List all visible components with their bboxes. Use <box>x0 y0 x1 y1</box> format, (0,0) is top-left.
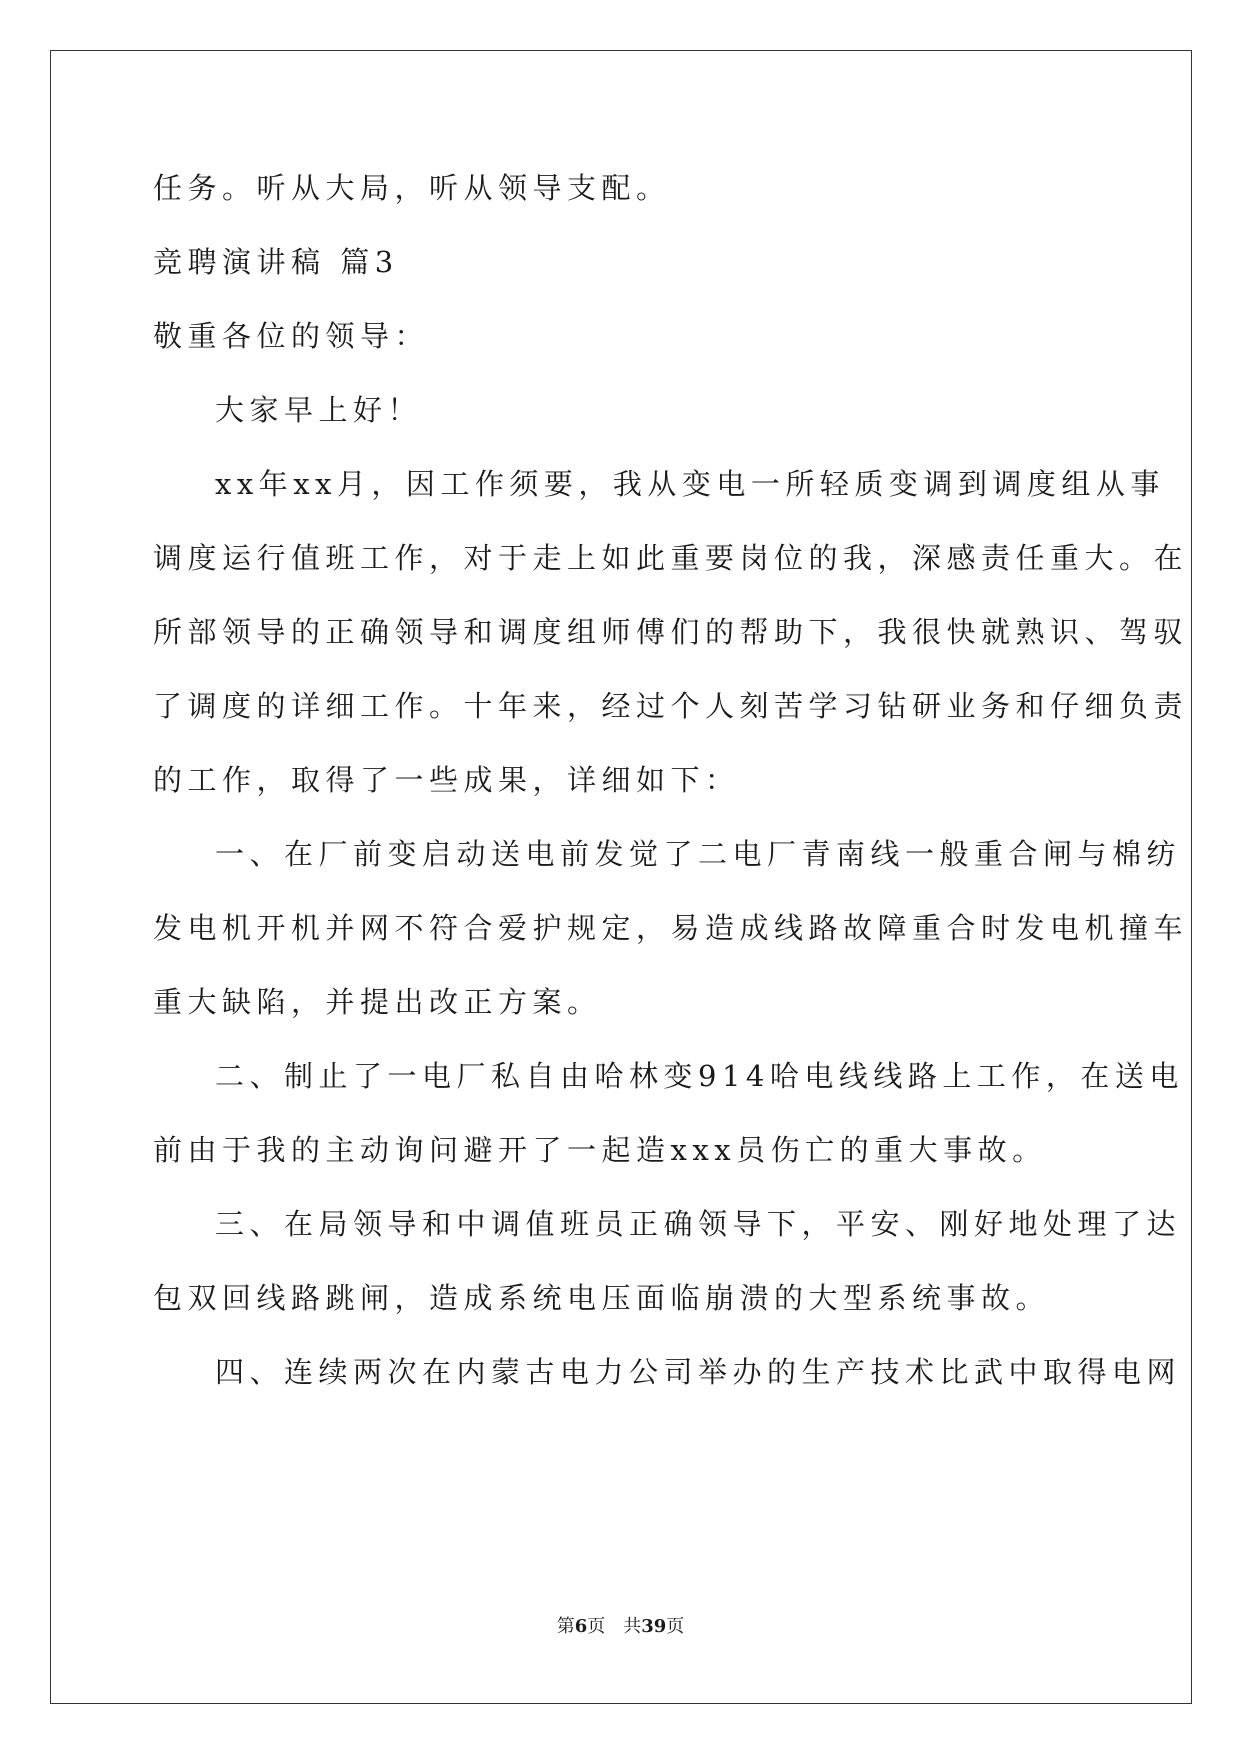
footer-total-prefix: 共 <box>623 1616 642 1637</box>
paragraph-line: xx年xx月，因工作须要，我从变电一所轻质变调到调度组从事 <box>215 467 1165 501</box>
paragraph-line: 重大缺陷，并提出改正方案。 <box>153 985 602 1019</box>
paragraph-line: 了调度的详细工作。十年来，经过个人刻苦学习钻研业务和仔细负责 <box>153 689 1189 723</box>
footer-page-suffix: 页 <box>587 1616 606 1637</box>
footer-total-suffix: 页 <box>666 1616 685 1637</box>
paragraph-line: 任务。听从大局，听从领导支配。 <box>153 171 671 205</box>
paragraph-line: 三、在局领导和中调值班员正确领导下，平安、刚好地处理了达 <box>215 1207 1182 1241</box>
paragraph-line: 调度运行值班工作，对于走上如此重要岗位的我，深感责任重大。在 <box>153 541 1189 575</box>
paragraph-line: 二、制止了一电厂私自由哈林变914哈电线线路上工作，在送电 <box>215 1059 1184 1093</box>
paragraph-line: 一、在厂前变启动送电前发觉了二电厂青南线一般重合闸与棉纺 <box>215 837 1182 871</box>
paragraph-line: 发电机开机并网不符合爱护规定，易造成线路故障重合时发电机撞车 <box>153 911 1189 945</box>
page-border <box>50 50 1192 1704</box>
current-page-number: 6 <box>574 1616 588 1637</box>
page-footer <box>0 1612 1241 1638</box>
paragraph-line: 所部领导的正确领导和调度组师傅们的帮助下，我很快就熟识、驾驭 <box>153 615 1189 649</box>
paragraph-line: 四、连续两次在内蒙古电力公司举办的生产技术比武中取得电网 <box>215 1355 1182 1389</box>
paragraph-line: 前由于我的主动询问避开了一起造xxx员伤亡的重大事故。 <box>153 1133 1047 1167</box>
salutation: 敬重各位的领导： <box>153 319 430 353</box>
total-page-count: 39 <box>641 1616 667 1637</box>
section-heading: 竞聘演讲稿 篇3 <box>153 245 399 279</box>
greeting: 大家早上好！ <box>215 393 423 427</box>
paragraph-line: 的工作，取得了一些成果，详细如下： <box>153 763 740 797</box>
paragraph-line: 包双回线路跳闸，造成系统电压面临崩溃的大型系统事故。 <box>153 1281 1051 1315</box>
footer-prefix: 第 <box>556 1616 575 1637</box>
